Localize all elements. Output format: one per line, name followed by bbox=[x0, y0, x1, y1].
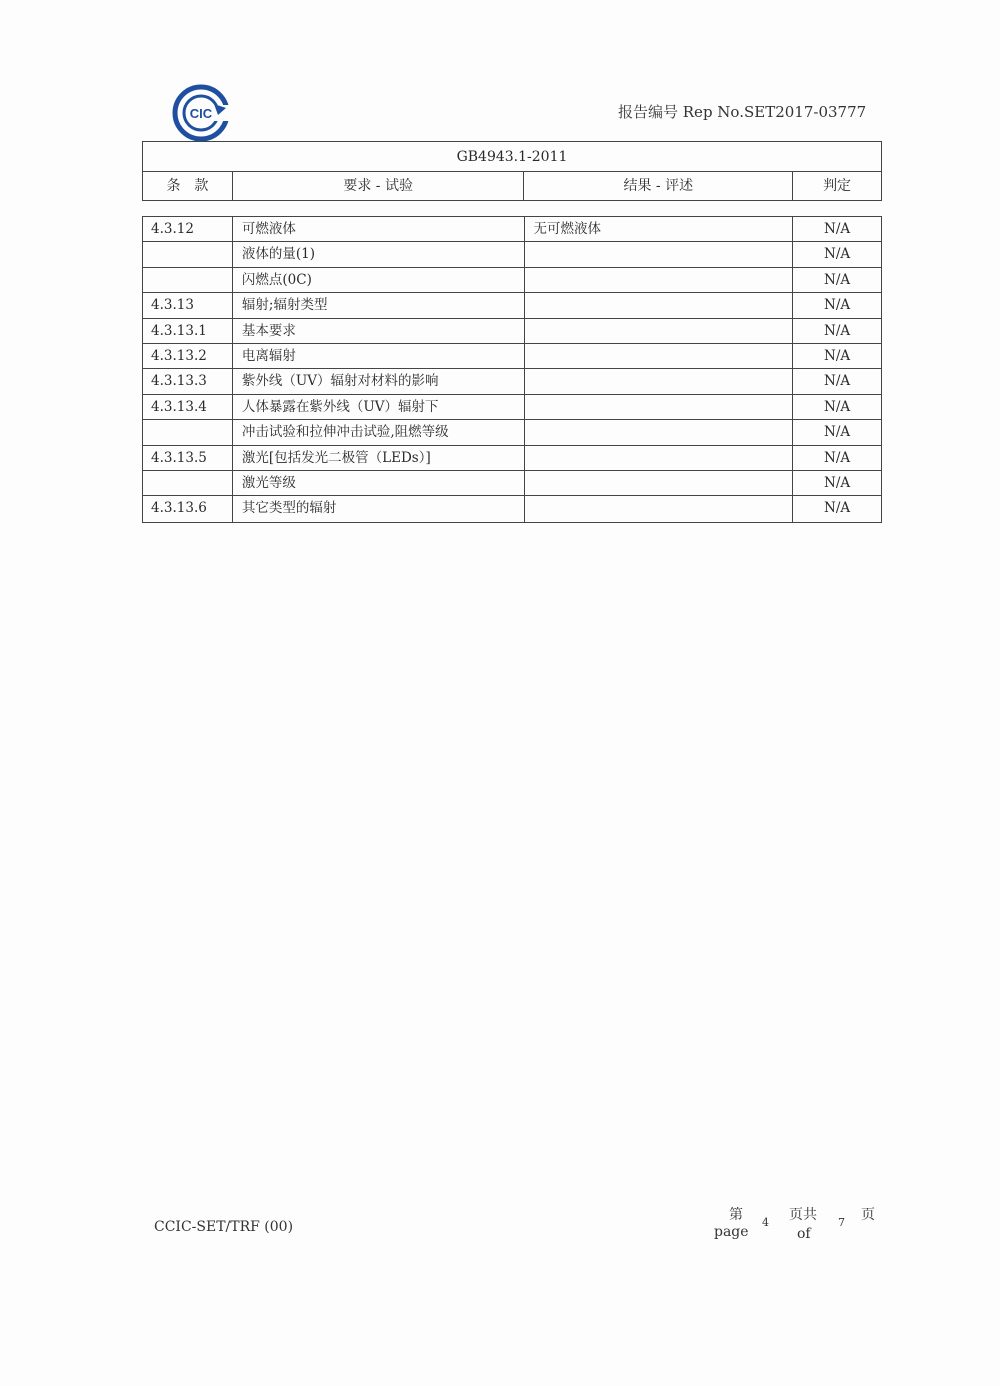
cell-verdict: N/A bbox=[824, 347, 851, 364]
column-headers bbox=[143, 172, 881, 200]
cell-clause: 4.3.13.4 bbox=[143, 395, 233, 419]
cell-result bbox=[525, 471, 794, 495]
standard-title: GB4943.1-2011 bbox=[143, 142, 881, 172]
cell-verdict: N/A bbox=[824, 271, 851, 288]
table-row bbox=[143, 471, 881, 496]
cell-result bbox=[525, 496, 794, 521]
cell-requirement: 液体的量(1) bbox=[233, 242, 525, 266]
data-table bbox=[142, 216, 882, 523]
cell-result bbox=[525, 319, 794, 343]
cell-verdict: N/A bbox=[824, 500, 851, 517]
column-header-verdict: 判定 bbox=[823, 178, 852, 194]
cell-requirement: 辐射;辐射类型 bbox=[233, 293, 525, 317]
cell-clause: 4.3.13.1 bbox=[143, 319, 233, 343]
cell-verdict: N/A bbox=[824, 424, 851, 441]
cell-verdict: N/A bbox=[824, 322, 851, 339]
cell-clause: 4.3.13.2 bbox=[143, 344, 233, 368]
cell-result bbox=[525, 395, 794, 419]
cell-verdict: N/A bbox=[824, 449, 851, 466]
table-row bbox=[143, 217, 881, 242]
form-id: CCIC-SET/TRF (00) bbox=[154, 1219, 294, 1235]
report-number: 报告编号 Rep No.SET2017-03777 bbox=[618, 103, 867, 121]
cell-requirement: 电离辐射 bbox=[233, 344, 525, 368]
cell-result bbox=[525, 369, 794, 393]
cell-requirement: 其它类型的辐射 bbox=[233, 496, 525, 521]
table-row bbox=[143, 319, 881, 344]
cell-result bbox=[525, 420, 794, 444]
page-label-cn: 第 bbox=[729, 1207, 743, 1223]
cell-verdict: N/A bbox=[824, 221, 851, 237]
cell-clause: 4.3.13.6 bbox=[143, 496, 233, 521]
table-row bbox=[143, 293, 881, 318]
column-header-result: 结果 - 评述 bbox=[524, 172, 793, 200]
table-row bbox=[143, 420, 881, 445]
cell-requirement: 人体暴露在紫外线（UV）辐射下 bbox=[233, 395, 525, 419]
cell-clause: 4.3.13.5 bbox=[143, 446, 233, 470]
cell-requirement: 激光[包括发光二极管（LEDs）] bbox=[233, 446, 525, 470]
cell-clause bbox=[143, 420, 233, 444]
table-row bbox=[143, 446, 881, 471]
of-label-en: of bbox=[797, 1226, 811, 1242]
cell-result bbox=[525, 242, 794, 266]
cell-requirement: 可燃液体 bbox=[233, 217, 525, 241]
cell-result bbox=[525, 446, 794, 470]
cell-requirement: 紫外线（UV）辐射对材料的影响 bbox=[233, 369, 525, 393]
cell-clause: 4.3.13 bbox=[143, 293, 233, 317]
cell-result bbox=[525, 268, 794, 292]
cell-requirement: 冲击试验和拉伸冲击试验,阻燃等级 bbox=[233, 420, 525, 444]
cell-clause bbox=[143, 242, 233, 266]
table-row bbox=[143, 344, 881, 369]
logo-text: CIC bbox=[189, 106, 213, 121]
cell-verdict: N/A bbox=[824, 474, 851, 491]
page-label-en: page bbox=[714, 1224, 749, 1240]
cell-clause bbox=[143, 471, 233, 495]
total-label-cn: 页共 bbox=[789, 1207, 817, 1223]
cell-clause: 4.3.13.3 bbox=[143, 369, 233, 393]
ccic-logo-icon bbox=[170, 84, 232, 142]
cell-result bbox=[525, 293, 794, 317]
column-header-requirement: 要求 - 试验 bbox=[233, 172, 525, 200]
table-row bbox=[143, 496, 881, 521]
cell-result: 无可燃液体 bbox=[525, 217, 794, 241]
cell-requirement: 基本要求 bbox=[233, 319, 525, 343]
cell-clause: 4.3.12 bbox=[143, 217, 233, 241]
table-row bbox=[143, 395, 881, 420]
cell-verdict: N/A bbox=[824, 398, 851, 415]
cell-requirement: 闪燃点(0C) bbox=[233, 268, 525, 292]
page-suffix-cn: 页 bbox=[861, 1207, 875, 1223]
table-row bbox=[143, 369, 881, 394]
cell-verdict: N/A bbox=[824, 373, 851, 390]
cell-result bbox=[525, 344, 794, 368]
cell-verdict: N/A bbox=[824, 297, 851, 314]
table-header bbox=[142, 141, 882, 201]
table-row bbox=[143, 242, 881, 267]
cell-requirement: 激光等级 bbox=[233, 471, 525, 495]
table-row bbox=[143, 268, 881, 293]
column-header-clause: 条 款 bbox=[143, 172, 233, 200]
cell-clause bbox=[143, 268, 233, 292]
page-total: 7 bbox=[838, 1216, 845, 1229]
cell-verdict: N/A bbox=[824, 246, 851, 263]
page-number: 4 bbox=[762, 1216, 769, 1229]
